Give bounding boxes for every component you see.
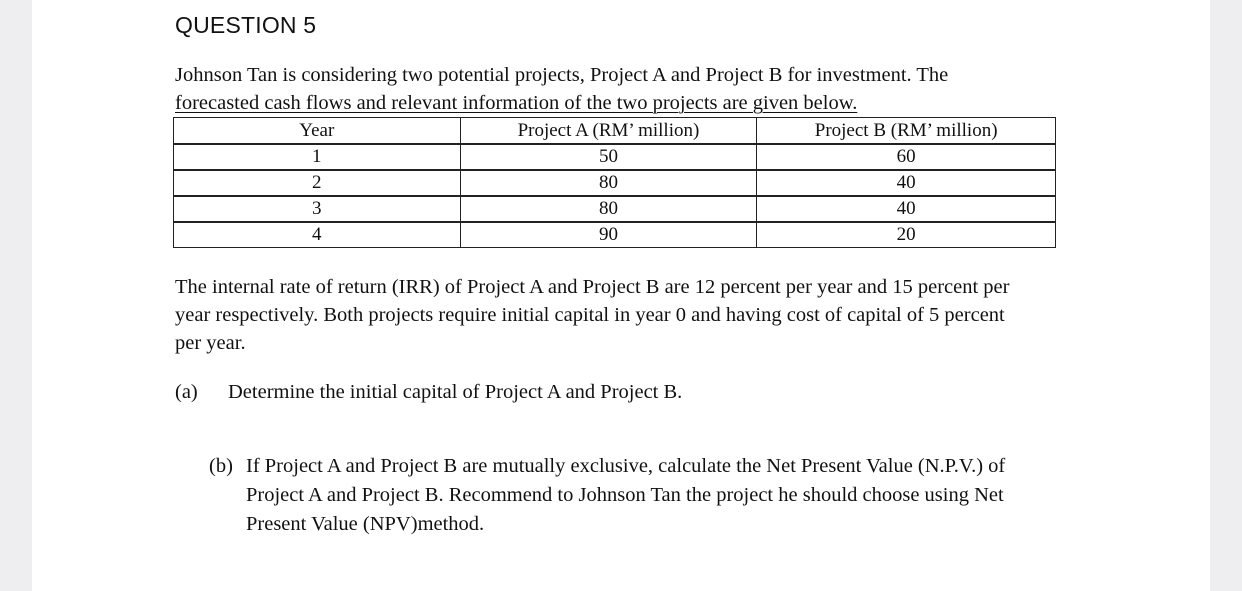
question-b-line-3: Present Value (NPV)method. [246, 513, 485, 535]
year-cell: 3 [174, 196, 461, 222]
project-b-cell: 40 [757, 196, 1056, 222]
question-b-label: (b) [209, 455, 233, 477]
irr-paragraph [175, 273, 1009, 357]
project-a-cell: 90 [460, 222, 757, 248]
project-b-cell: 60 [757, 144, 1056, 170]
question-b-line-1: If Project A and Project B are mutually exclusive, calculate the Net Present Value (N.P.V.) of [246, 455, 1006, 477]
question-heading: QUESTION 5 [175, 12, 317, 38]
question-a-label: (a) [175, 381, 198, 403]
project-a-cell: 50 [460, 144, 757, 170]
year-cell: 1 [174, 144, 461, 170]
column-header-project-a: Project A (RM’ million) [460, 118, 757, 145]
column-header-year: Year [174, 118, 461, 145]
document-page [32, 0, 1210, 591]
intro-line-2: forecasted cash flows and relevant information of the two projects are given below. [175, 92, 858, 114]
question-b-line-2: Project A and Project B. Recommend to Johnson Tan the project he should choose using Net [246, 484, 1004, 506]
question-a-text: Determine the initial capital of Project A and Project B. [228, 381, 683, 403]
irr-line-1: The internal rate of return (IRR) of Project A and Project B are 12 percent per year and 15 percent per [175, 276, 1010, 298]
column-header-project-b: Project B (RM’ million) [757, 118, 1056, 145]
project-a-cell: 80 [460, 170, 757, 196]
year-cell: 2 [174, 170, 461, 196]
year-cell: 4 [174, 222, 461, 248]
project-a-cell: 80 [460, 196, 757, 222]
table-row [174, 170, 1056, 196]
table-row [174, 144, 1056, 170]
table-row [174, 196, 1056, 222]
cash-flow-table [173, 117, 1056, 248]
table-header-row [174, 118, 1056, 145]
question-a [175, 381, 682, 404]
project-b-cell: 20 [757, 222, 1056, 248]
intro-paragraph [175, 61, 948, 117]
intro-line-1: Johnson Tan is considering two potential projects, Project A and Project B for investment. The [175, 64, 949, 86]
table-row [174, 222, 1056, 248]
project-b-cell: 40 [757, 170, 1056, 196]
question-b [209, 452, 1005, 539]
irr-line-3: per year. [175, 332, 246, 354]
irr-line-2: year respectively. Both projects require initial capital in year 0 and having cost of capital of 5 percent [175, 304, 1005, 326]
